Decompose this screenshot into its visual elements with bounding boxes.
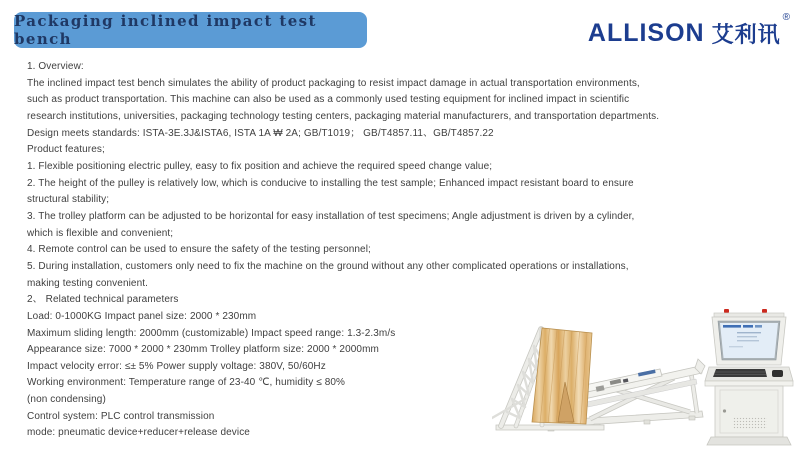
description-line: Design meets standards: ISTA-3E.3J&ISTA6, ISTA 1A ₩ 2A; GB/T1019； GB/T4857.11、GB/T4857.22	[27, 127, 494, 139]
description-line: Appearance size: 7000 * 2000 * 230mm Trolley platform size: 2000 * 2000mm	[27, 344, 379, 356]
indicator-buttons	[724, 309, 767, 313]
description-line: 2. The height of the pulley is relatively low, which is conducive to installing the test sample; Enhanced impact resistant board to ensure	[27, 177, 634, 189]
brand-logo	[587, 12, 790, 50]
console-top-cap	[714, 313, 784, 317]
impact-panel	[532, 328, 592, 424]
description-line: Working environment: Temperature range of 23-40 ℃, humidity ≤ 80%	[27, 377, 346, 389]
description-line: The inclined impact test bench simulates the ability of product packaging to resist impact damage in actual transportation environments,	[27, 77, 640, 89]
description-line: 3. The trolley platform can be adjusted to be horizontal for easy installation of test specimens; Angle adjustment is driven by a cylinder,	[27, 210, 635, 222]
description-line: 1. Flexible positioning electric pulley, easy to fix position and achieve the required speed change value;	[27, 160, 493, 172]
brand-name: ALLISON	[587, 18, 705, 47]
vent-grille	[733, 417, 767, 429]
console-monitor	[712, 317, 786, 365]
title-banner	[14, 12, 367, 48]
registered-trademark-icon: ®	[782, 12, 790, 23]
description-line: 2、 Related technical parameters	[27, 294, 179, 306]
description-line: Load: 0-1000KG Impact panel size: 2000 * 230mm	[27, 310, 257, 322]
brand-name-cn: 艾利讯	[711, 21, 781, 47]
description-line: Maximum sliding length: 2000mm (customizable) Impact speed range: 1.3-2.3m/s	[27, 327, 396, 339]
description-line: structural stability;	[27, 194, 110, 206]
description-line: (non condensing)	[27, 394, 106, 406]
description-line: making testing convenient.	[27, 277, 149, 289]
mouse	[772, 370, 783, 377]
description-line: Product features;	[27, 144, 105, 156]
console-keyboard	[705, 367, 793, 386]
door-lock	[723, 409, 726, 412]
description-line: mode: pneumatic device+reducer+release device	[27, 427, 250, 439]
description-line: research institutions, universities, packaging technology testing centers, packaging material manufacturers, and transportation departments.	[27, 110, 660, 122]
description-line: 1. Overview:	[27, 61, 84, 72]
description-line: 4. Remote control can be used to ensure the safety of the testing personnel;	[27, 244, 371, 256]
description-line: such as product transportation. This machine can also be used as a commonly used testing equipment for inclined impact in scientific	[27, 94, 630, 106]
console-base	[707, 437, 791, 445]
description-line: which is flexible and convenient;	[27, 227, 174, 239]
description-line: Control system: PLC control transmission	[27, 410, 215, 422]
description-line: Impact velocity error: ≤± 5% Power supply voltage: 380V, 50/60Hz	[27, 360, 326, 372]
console-cabinet	[707, 386, 791, 445]
test-bench-image	[492, 322, 710, 444]
control-console-image	[703, 306, 795, 448]
page-title: Packaging inclined impact test bench	[14, 12, 317, 48]
description-line: 5. During installation, customers only need to fix the machine on the ground without any other complicated operations or installations,	[27, 260, 629, 272]
